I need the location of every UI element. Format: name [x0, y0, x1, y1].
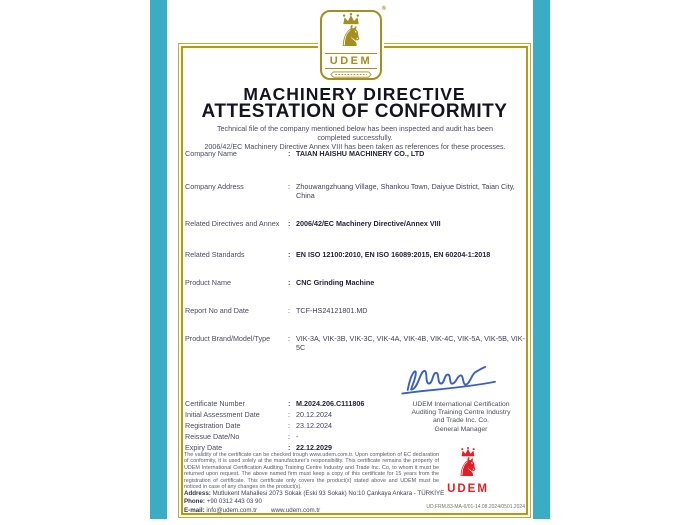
colon: : — [288, 250, 291, 259]
colon: : — [288, 219, 291, 228]
issuer-line: and Trade Inc. Co. — [433, 417, 489, 425]
detail-label: Reissue Date/No — [185, 432, 240, 441]
document-code: UD.FRM.83-MA-6/01-14.08.2024/0501.2024 — [426, 504, 525, 510]
title-attestation: ATTESTATION OF CONFORMITY — [201, 101, 508, 122]
field-value: : TCF-HS24121801.MD — [288, 306, 368, 315]
colon: : — [288, 334, 290, 343]
address-value: Mutlukent Mahallesi 2073 Sokak (Eski 93 Sokak) No:10 Çankaya Ankara - TÜRKİYE — [212, 490, 445, 497]
field-label: Company Address — [185, 182, 244, 191]
detail-label: Initial Assessment Date — [185, 410, 260, 419]
colon: : — [288, 182, 290, 191]
field-value: : EN ISO 12100:2010, EN ISO 16089:2015, EN 60204-1:2018 — [288, 250, 491, 259]
detail-value: : 23.12.2024 — [288, 421, 332, 430]
field-value: : 2006/42/EC Machinery Directive/Annex VIII — [288, 219, 441, 228]
colon: : — [288, 149, 291, 158]
field-label: Related Standards — [185, 250, 245, 259]
logo-brand-text: UDEM — [325, 53, 377, 69]
email-label: E-mail: — [184, 506, 205, 514]
issuer-line: UDEM International Certification — [412, 401, 510, 408]
right-border-stripe — [533, 0, 550, 519]
left-border-stripe — [150, 0, 167, 519]
colon: : — [288, 306, 290, 315]
issuer-line: Auditing Training Centre Industry — [411, 409, 511, 417]
field-value: : TAIAN HAISHU MACHINERY CO., LTD — [288, 149, 425, 158]
colon: : — [288, 443, 291, 452]
detail-label: Registration Date — [185, 421, 241, 430]
colon: : — [288, 399, 291, 408]
field-value: : CNC Grinding Machine — [288, 278, 375, 287]
horse-head-icon: ♞ — [456, 453, 480, 483]
phone-value: +90 0312 443 03 90 — [206, 498, 262, 506]
field-label: Company Name — [185, 149, 237, 158]
email-value: info@udem.com.tr — [206, 506, 258, 514]
address-label: Address: — [184, 490, 211, 497]
colon: : — [288, 278, 291, 287]
detail-label: Certificate Number — [185, 399, 245, 408]
registered-trademark-icon: ® — [381, 6, 386, 12]
issuer-line: General Manager — [434, 425, 488, 433]
field-label: Product Brand/Model/Type — [185, 334, 271, 343]
field-label: Report No and Date — [185, 306, 249, 315]
detail-value: : 22.12.2029 — [288, 443, 332, 452]
field-label: Product Name — [185, 278, 231, 287]
subtitle-annex: 2006/42/EC Machinery Directive Annex VIII has been taken as references for these processes. — [204, 142, 506, 151]
udem-logo — [318, 6, 384, 80]
detail-value: : M.2024.206.C111806 — [288, 399, 365, 408]
ribbon-icon — [328, 71, 374, 78]
detail-label: Expiry Date — [185, 443, 223, 452]
horse-head-icon: ♞ — [338, 19, 364, 53]
colon: : — [288, 410, 290, 419]
website-url: www.udem.com.tr — [271, 506, 321, 514]
legal-disclaimer: The validity of the certificate can be checked trough www.udem.com.tr. Upon completion of EC declaration of conformity, it is used solely at the manufacturer's responsibility. This certificate remains the property of UDEM International Certification Auditing Training Centre Industry and Trade Inc. Co, to whom it must be returned upon request. The above named firm must keep a copy of this certificate for 15 years from the registration of certificate. This certificate only covers the product(s) stated above and UDEM must be noticed in case of any changes on the product(s). — [184, 452, 439, 491]
field-label: Related Directives and Annex — [185, 219, 280, 228]
manager-signature — [398, 362, 502, 398]
phone-label: Phone: — [184, 498, 205, 506]
colon: : — [288, 421, 290, 430]
title-machinery-directive: MACHINERY DIRECTIVE — [243, 84, 466, 104]
field-value: : VIK-3A, VIK-3B, VIK-3C, VIK-4A, VIK-4B, VIK-4C, VIK-5A, VIK-5B, VIK-5C — [288, 334, 525, 352]
subtitle-inspection: Technical file of the company mentioned below has been inspected and audit has been completed successfully. — [216, 124, 494, 142]
udem-logo-red — [438, 447, 498, 495]
detail-value: : 20.12.2024 — [288, 410, 332, 419]
logo-brand-text: UDEM — [447, 483, 489, 495]
colon: : — [288, 432, 290, 441]
field-value: : Zhouwangzhuang Village, Shankou Town, Daiyue District, Taian City, China — [288, 182, 515, 200]
detail-value: : - — [288, 432, 299, 441]
